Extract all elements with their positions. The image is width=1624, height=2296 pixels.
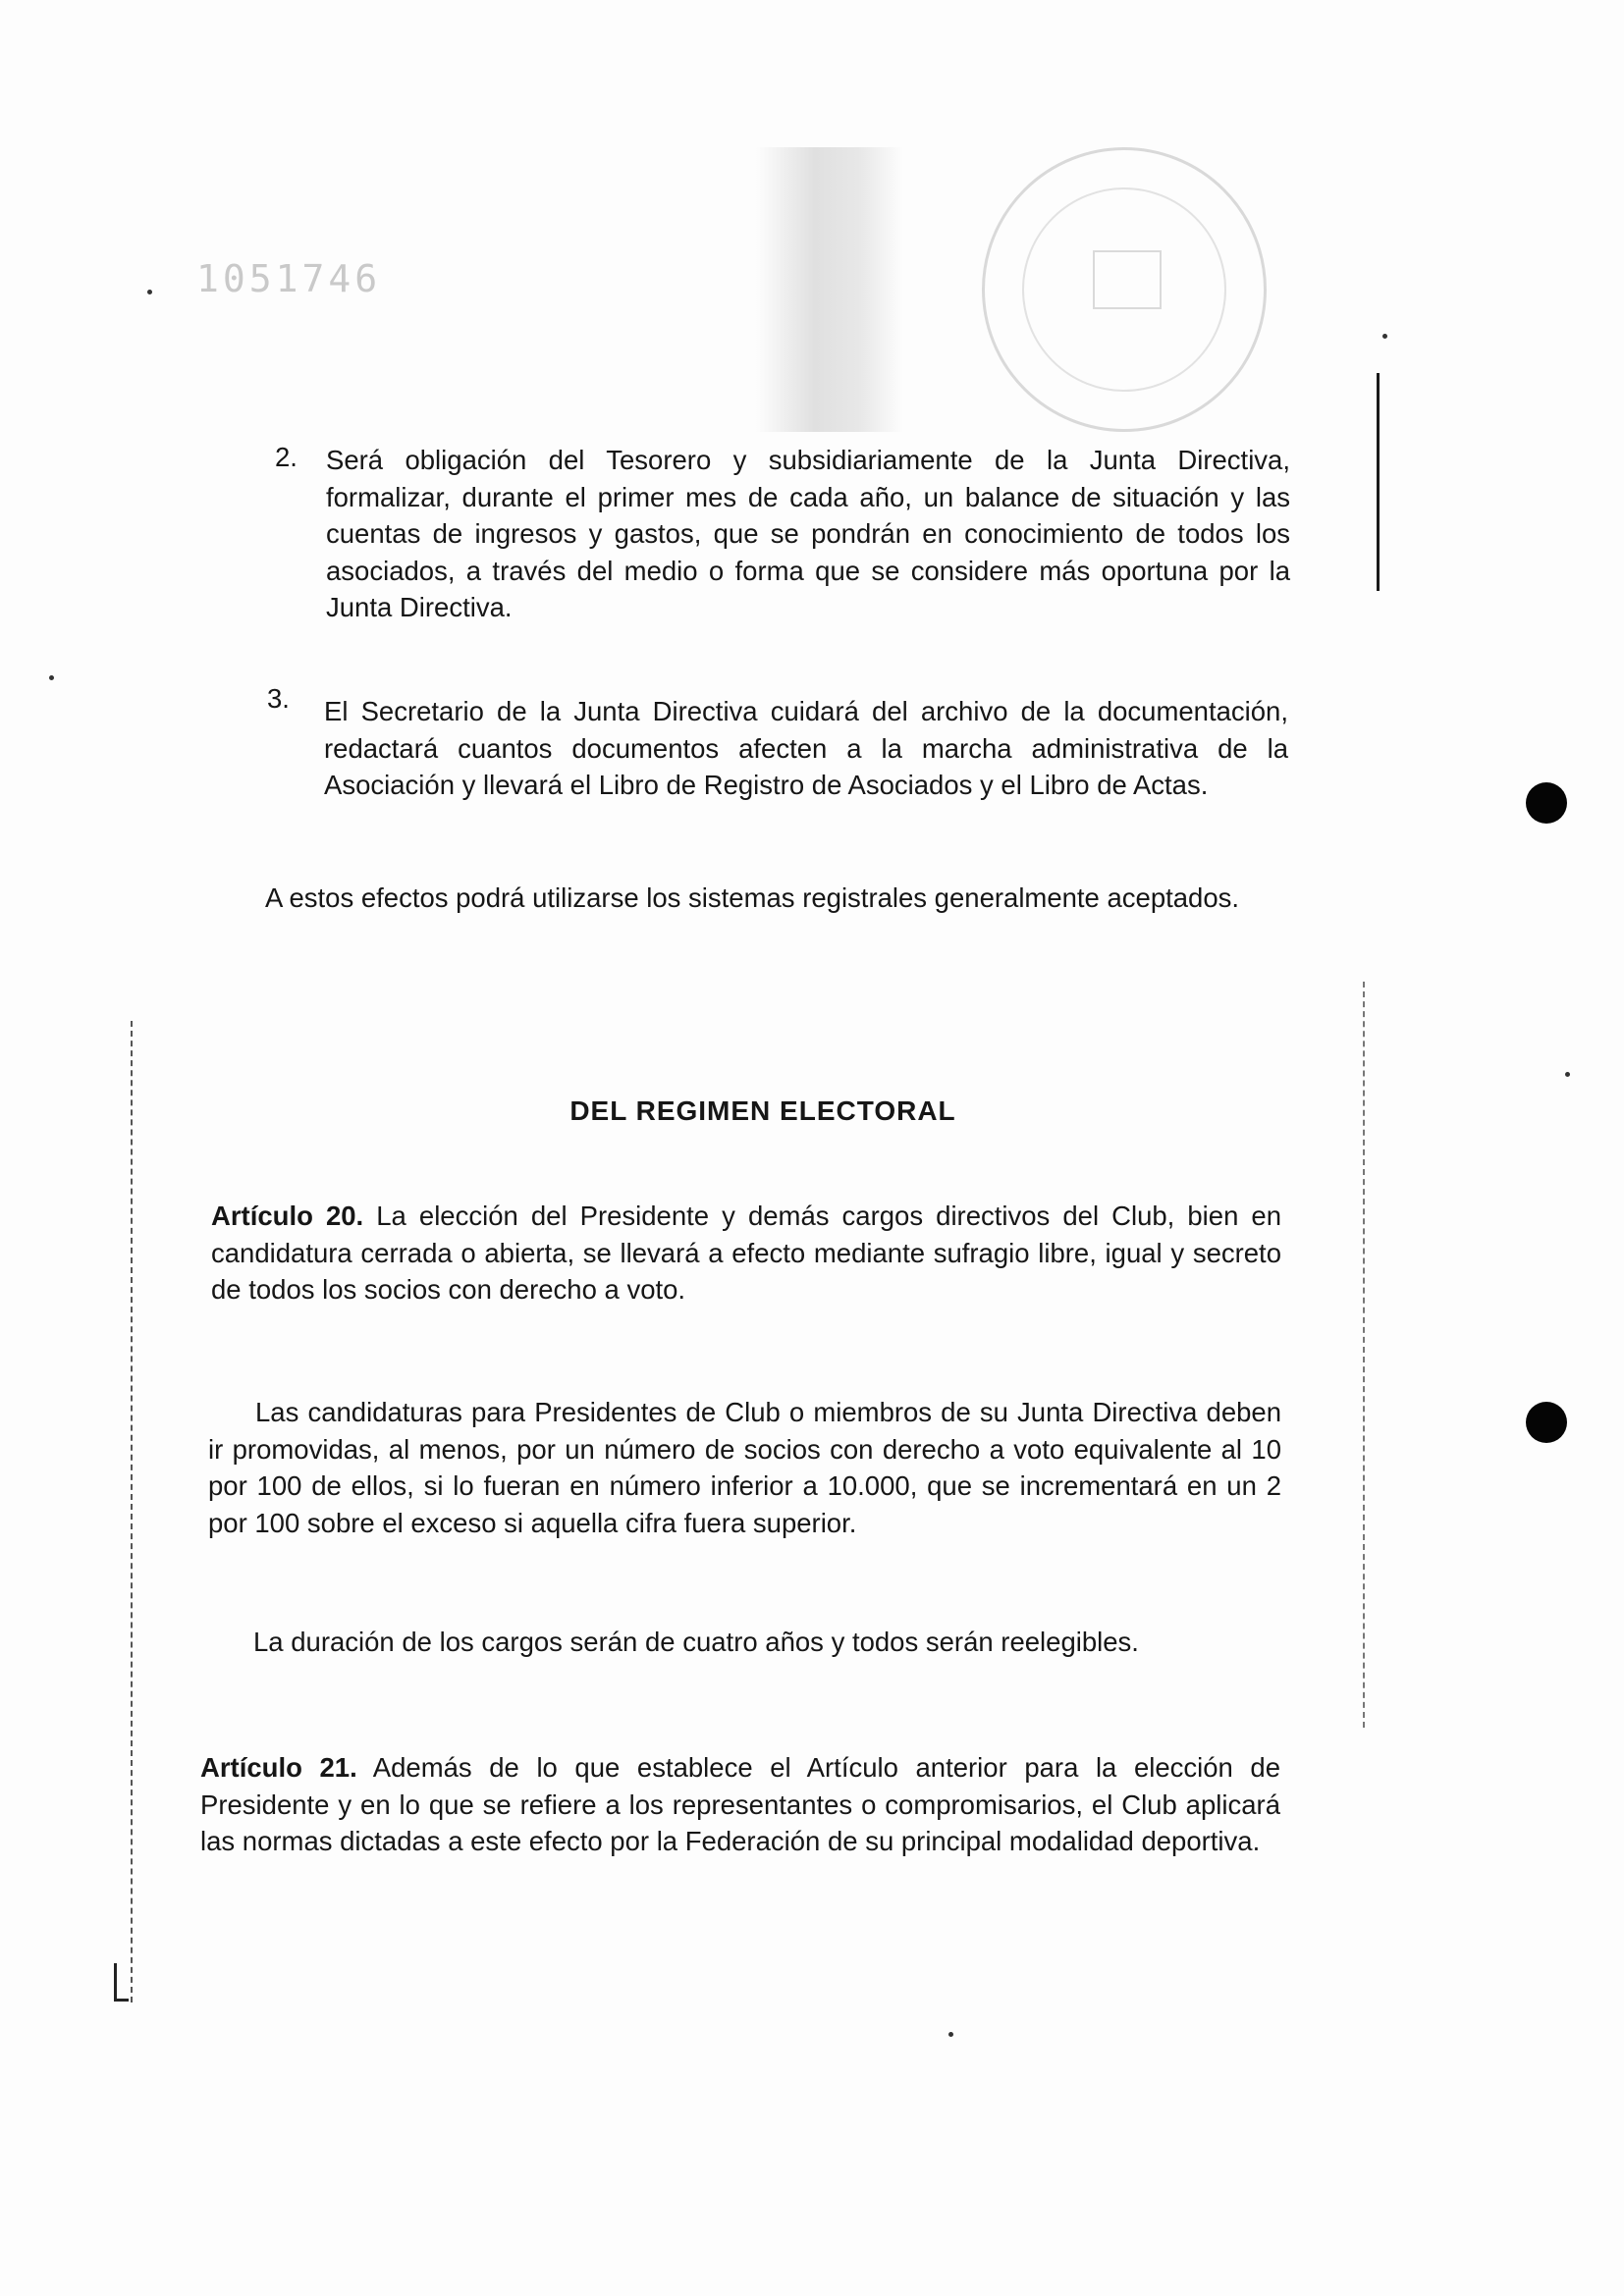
speck [1565, 1072, 1570, 1077]
right-margin-dashed-line [1363, 982, 1365, 1728]
item-number: 2. [275, 442, 298, 472]
punch-hole-upper [1526, 782, 1567, 824]
articulo-20-text: La elección del Presidente y demás cargos directivos del Club, bien en candidatura cerrada o abierta, se llevará a efecto mediante sufragio libre, igual y secreto de todos los socios con derecho a voto. [211, 1201, 1282, 1305]
seal-emblem [1093, 250, 1162, 309]
bleed-through-band [756, 147, 903, 432]
punch-hole-lower [1526, 1402, 1567, 1443]
seal-inner-ring [1022, 187, 1226, 392]
paragraph-duracion: La duración de los cargos serán de cuatro años y todos serán reelegibles. [253, 1627, 1139, 1657]
articulo-21-label: Artículo 21. [200, 1752, 357, 1783]
left-margin-dashed-line [131, 1021, 133, 2002]
faint-header-number: 1051746 [196, 257, 382, 300]
section-heading: DEL REGIMEN ELECTORAL [569, 1095, 956, 1126]
item-text: El Secretario de la Junta Directiva cuidará del archivo de la documentación, redactará cuantos documentos afecten a la marcha administrativa de la Asociación y llevará el Libro de Registro de Asociados y el Libro de Actas. [324, 696, 1288, 800]
right-margin-rule [1377, 373, 1380, 591]
articulo-21 [200, 1749, 1280, 1860]
articulo-21-text: Además de lo que establece el Artículo anterior para la elección de Presidente y en lo que se refiere a los representantes o compromisarios, el Club aplicará las normas dictadas a este efecto por la Federación de su principal modalidad deportiva. [200, 1752, 1281, 1856]
speck [147, 290, 152, 294]
speck [1382, 334, 1387, 339]
official-seal-stamp [982, 147, 1267, 432]
paragraph-registrales: A estos efectos podrá utilizarse los sistemas registrales generalmente aceptados. [265, 882, 1240, 913]
paragraph-candidaturas: Las candidaturas para Presidentes de Club o miembros de su Junta Directiva deben ir promovidas, al menos, por un número de socios con derecho a voto equivalente al 10 por 100 de ellos, si lo fueran en número inferior a 10.000, que se incrementará en un 2 por 100 sobre el exceso si aquella cifra fuera superior. [208, 1397, 1281, 1538]
corner-bracket-mark [114, 1963, 129, 2002]
articulo-20-label: Artículo 20. [211, 1201, 364, 1231]
speck [49, 675, 54, 680]
item-text: Será obligación del Tesorero y subsidiariamente de la Junta Directiva, formalizar, durante el primer mes de cada año, un balance de situación y las cuentas de ingresos y gastos, que se pondrán en conocimiento de todos los asociados, a través del medio o forma que se considere más oportuna por la Junta Directiva. [326, 445, 1290, 622]
item-number: 3. [267, 683, 290, 714]
speck [948, 2032, 953, 2037]
articulo-20 [211, 1198, 1281, 1308]
